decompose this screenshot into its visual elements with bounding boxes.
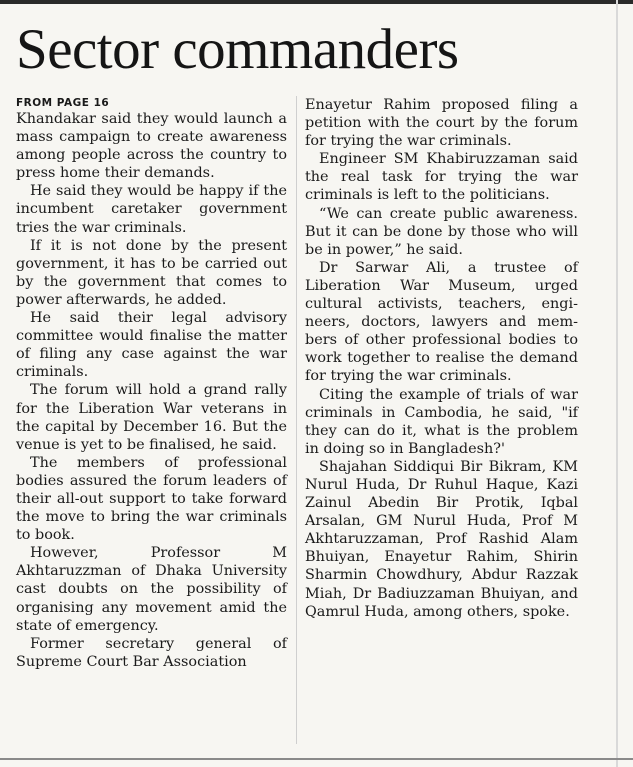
- headline: Sector commanders: [16, 18, 459, 81]
- paragraph: He said their legal advisory committee would finalise the matter of filing any case against the war criminals.: [16, 310, 287, 381]
- paragraph: Dr Sarwar Ali, a trustee of Liberation War Museum, urged cultural activists, teachers, engineers, doctors, lawyers and members of other professional bodies to work together to realise the demand for trying the war criminals.: [305, 259, 578, 385]
- paragraph: He said they would be happy if the incumbent caretaker government tries the war criminals.: [16, 183, 287, 236]
- paragraph: Shajahan Siddiqui Bir Bikram, KM Nurul Huda, Dr Ruhul Haque, Kazi Zainul Abedin Bir Protik, Iqbal Arsalan, GM Nurul Huda, Prof M Akhtaruzzaman, Prof Rashid Alam Bhuiyan, Enayetur Rahim, Shirin Sharmin Chowdhury, Abdur Razzak Miah, Dr Badiuzzaman Bhuiyan, and Qamrul Huda, among others, spoke.: [305, 458, 578, 620]
- paragraph: If it is not done by the present government, it has to be carried out by the government that comes to power afterwards, he added.: [16, 237, 287, 308]
- paragraph: Khandakar said they would launch a mass campaign to create awareness among people across the country to press home their demands.: [16, 111, 287, 182]
- page-edge: [616, 0, 618, 767]
- paragraph: The forum will hold a grand rally for the Liberation War veterans in the capital by December 16. But the venue is yet to be finalised, he said.: [16, 382, 287, 453]
- paragraph: However, Professor M Akhtaruzzman of Dhaka University cast doubts on the possibility of organising any movement amid the state of emergency.: [16, 545, 287, 634]
- column-divider: [296, 96, 297, 744]
- bottom-rule: [0, 758, 633, 760]
- jump-label: FROM PAGE 16: [16, 97, 110, 109]
- paragraph: “We can create public awareness. But it can be done by those who will be in power,” he said.: [305, 205, 578, 258]
- article-column-left: [16, 96, 287, 671]
- paragraph: Enayetur Rahim proposed filing a petition with the court by the forum for trying the war criminals.: [305, 97, 578, 150]
- paragraph: Engineer SM Khabiruzzaman said the real task for trying the war criminals is left to the politicians.: [305, 151, 578, 204]
- paragraph: The members of professional bodies assured the forum leaders of their all-out support to take forward the move to bring the war criminals to book.: [16, 454, 287, 544]
- article-column-right: [305, 96, 578, 621]
- top-rule: [0, 0, 633, 4]
- paragraph: Former secretary general of Supreme Court Bar Association: [16, 635, 287, 670]
- paragraph: Citing the example of trials of war criminals in Cambodia, he said, "if they can do it, what is the problem in doing so in Bangladesh?': [305, 386, 578, 457]
